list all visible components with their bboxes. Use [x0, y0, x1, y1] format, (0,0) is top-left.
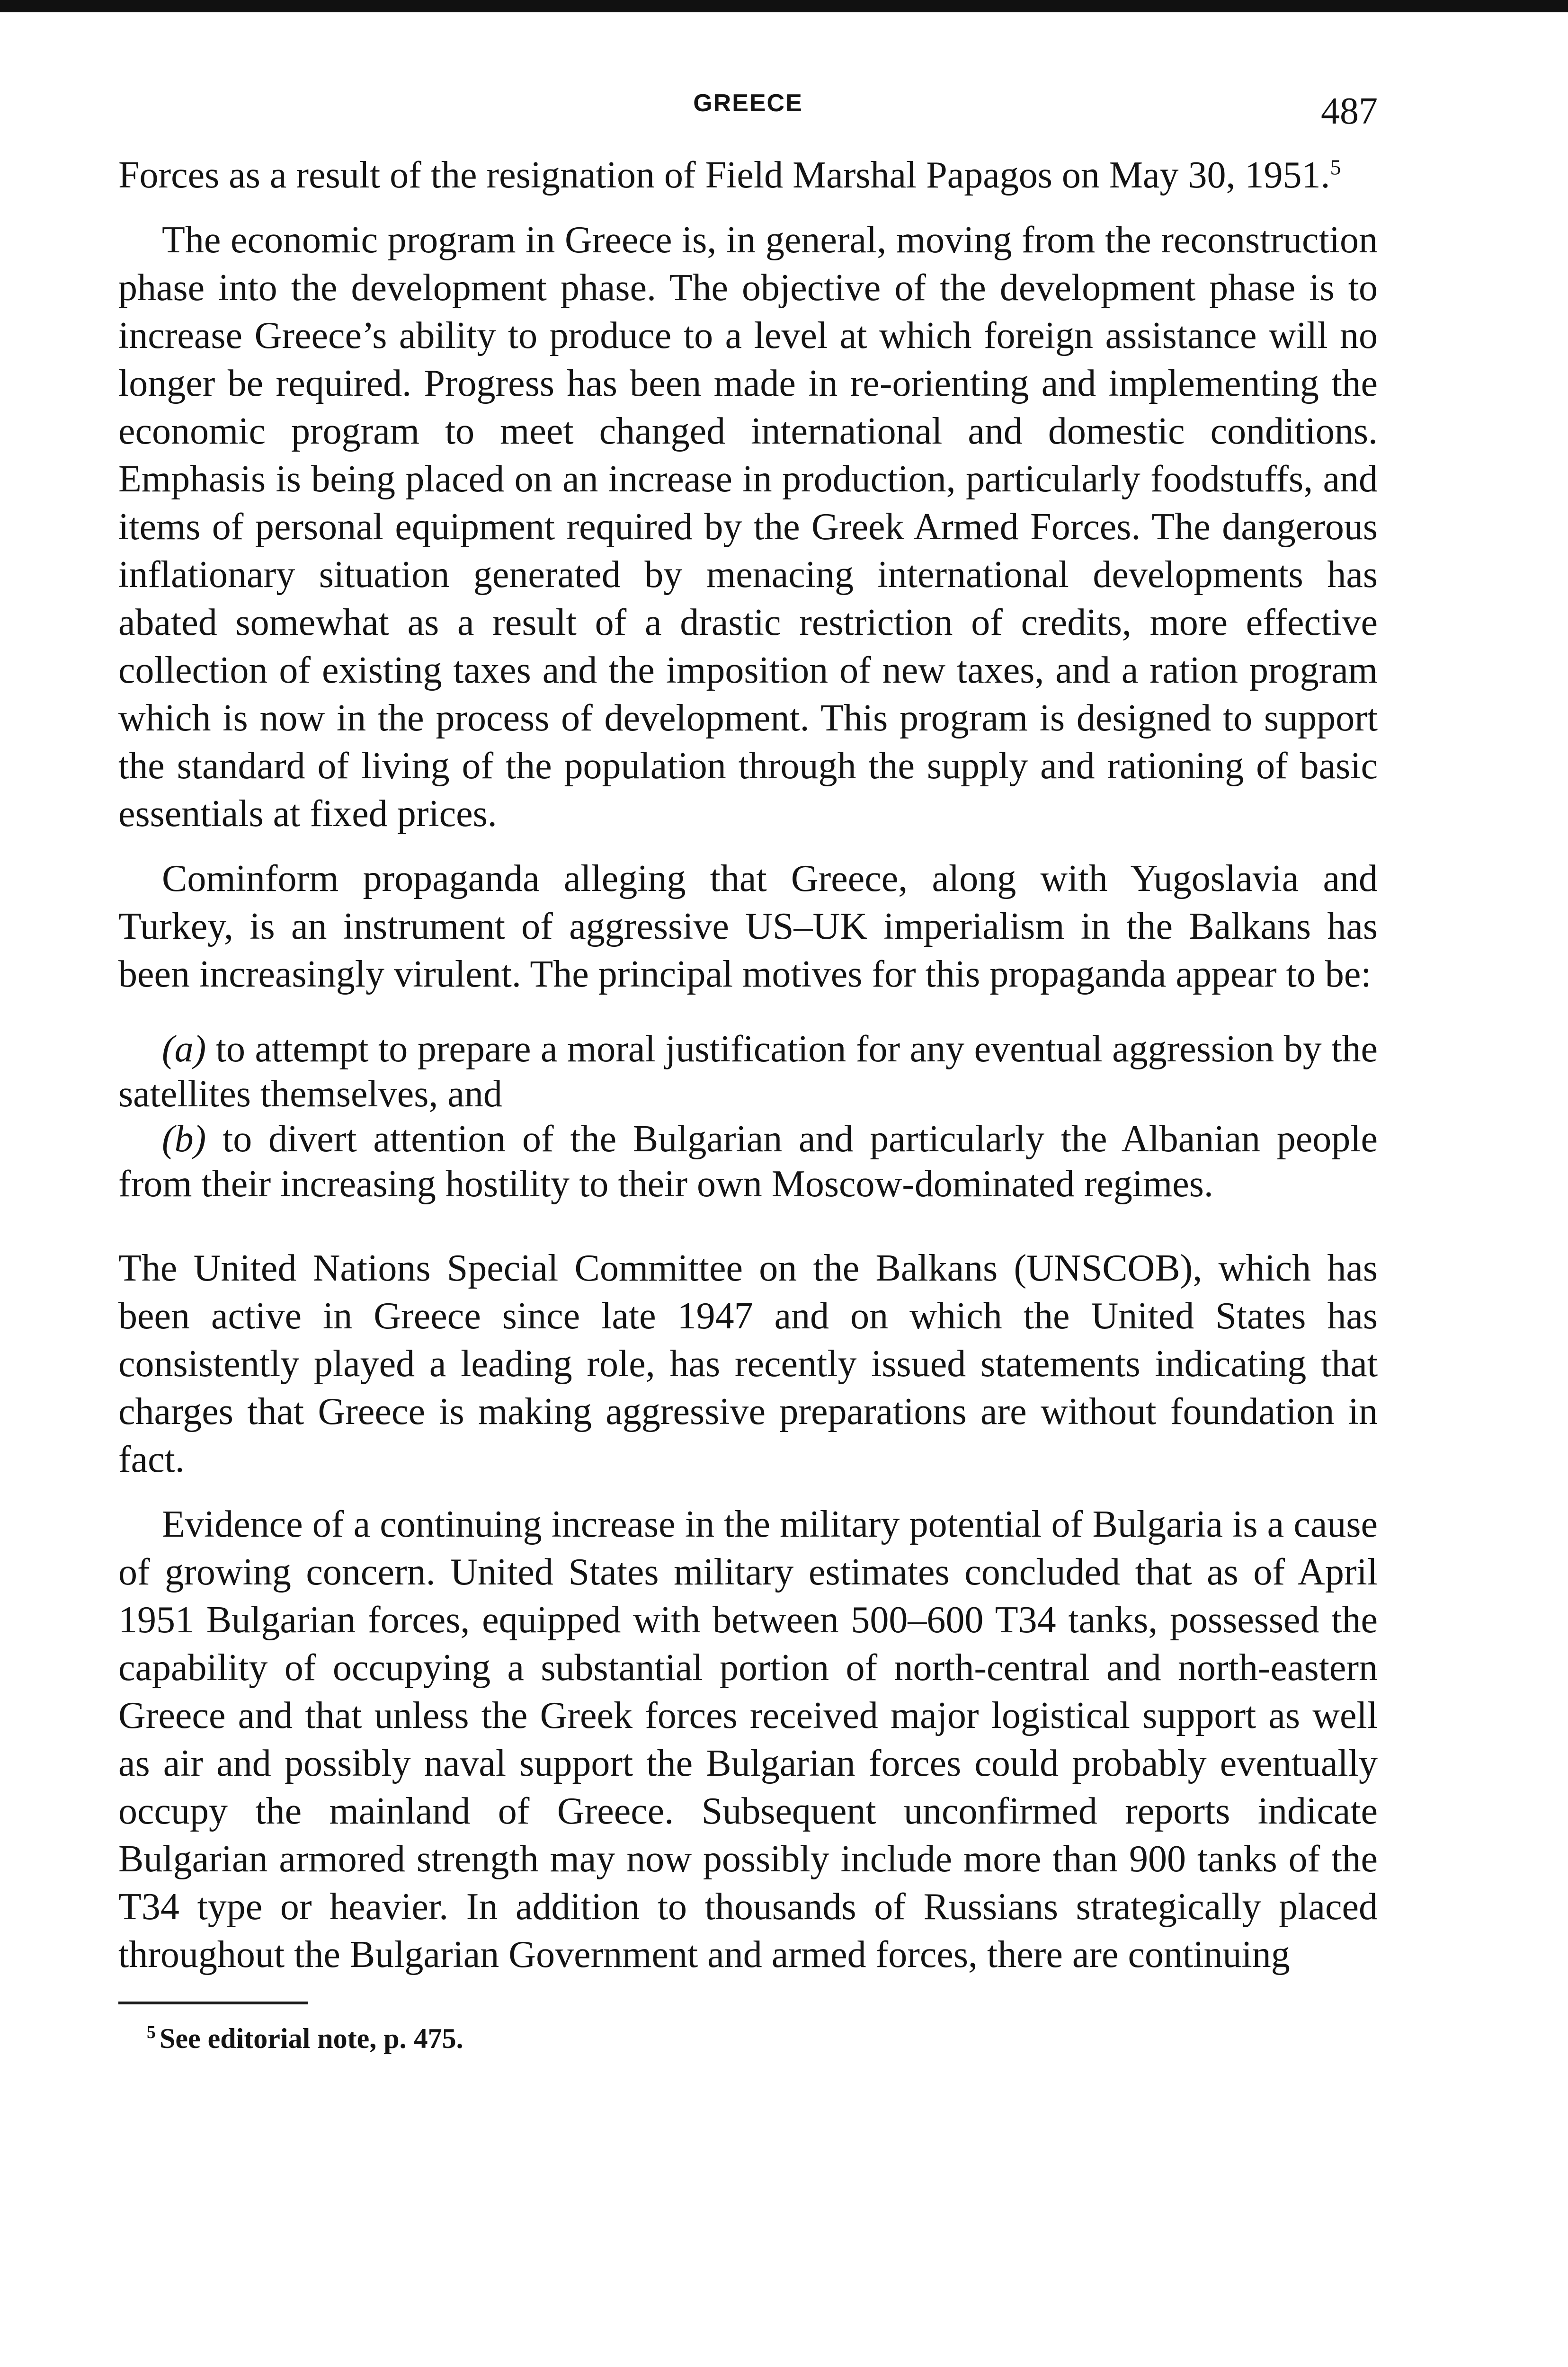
running-head: GREECE — [693, 89, 803, 117]
list-marker: (b) — [162, 1118, 206, 1160]
list-marker: (a) — [162, 1028, 206, 1070]
paragraph-1 — [118, 151, 1378, 199]
page-header — [118, 71, 1378, 151]
list-item — [118, 1117, 1378, 1207]
paragraph-4: The United Nations Special Committee on the Balkans (UNSCOB), which has been active in Greece since late 1947 and on which the United States has consistently played a leading role, has recently issued statements indicating that charges that Greece is making aggressive preparations are without foundation in fact. — [118, 1247, 1378, 1480]
footnote — [118, 2022, 1378, 2055]
footnote-text: See editorial note, p. 475. — [160, 2023, 463, 2054]
top-edge-rule — [0, 0, 1568, 12]
list-item — [118, 1027, 1378, 1117]
paragraph-2: The economic program in Greece is, in general, moving from the reconstruction phase into the development phase. The objective of the development phase is to increase Greece’s ability to produce to a level at which foreign assistance will no longer be required. Progress has been made in re-orienting and implementing the economic program to meet changed international and domestic conditions. Emphasis is being placed on an increase in production, particularly foodstuffs, and items of personal equipment required by the Greek Armed Forces. The dangerous inflationary situation generated by menacing international developments has abated somewhat as a result of a drastic restriction of credits, more effective collection of existing taxes and the imposition of new taxes, and a ration program which is now in the process of development. This program is designed to support the standard of living of the population through the supply and rationing of basic essentials at fixed prices. — [118, 219, 1378, 835]
footnote-number: 5 — [147, 2022, 156, 2042]
document-page — [118, 71, 1378, 2055]
list-item-text: to attempt to prepare a moral justification for any eventual aggression by the satellites themselves, and — [118, 1028, 1378, 1115]
paragraph-1-text: Forces as a result of the resignation of Field Marshal Papagos on May 30, 1951. — [118, 154, 1330, 196]
body-text — [118, 151, 1378, 1979]
footnote-divider — [118, 2002, 308, 2004]
motives-list — [118, 1027, 1378, 1207]
list-item-text: to divert attention of the Bulgarian and particularly the Albanian people from their increasing hostility to their own Moscow-dominated regimes. — [118, 1118, 1378, 1205]
page-number: 487 — [1321, 90, 1378, 132]
footnote-reference: 5 — [1330, 155, 1341, 179]
paragraph-5: Evidence of a continuing increase in the military potential of Bulgaria is a cause of growing concern. United States military estimates concluded that as of April 1951 Bulgarian forces, equipped with between 500–600 T34 tanks, possessed the capability of occupying a substantial portion of north-central and north-eastern Greece and that unless the Greek forces received major logistical support as well as air and possibly naval support the Bulgarian forces could probably eventually occupy the mainland of Greece. Subsequent unconfirmed reports indicate Bulgarian armored strength may now possibly include more than 900 tanks of the T34 type or heavier. In addition to thousands of Russians strategically placed throughout the Bulgarian Government and armed forces, there are continuing — [118, 1504, 1378, 1975]
paragraph-3: Cominform propaganda alleging that Greece, along with Yugoslavia and Turkey, is an instrument of aggressive US–UK imperialism in the Balkans has been increasingly virulent. The principal motives for this propaganda appear to be: — [118, 858, 1378, 995]
